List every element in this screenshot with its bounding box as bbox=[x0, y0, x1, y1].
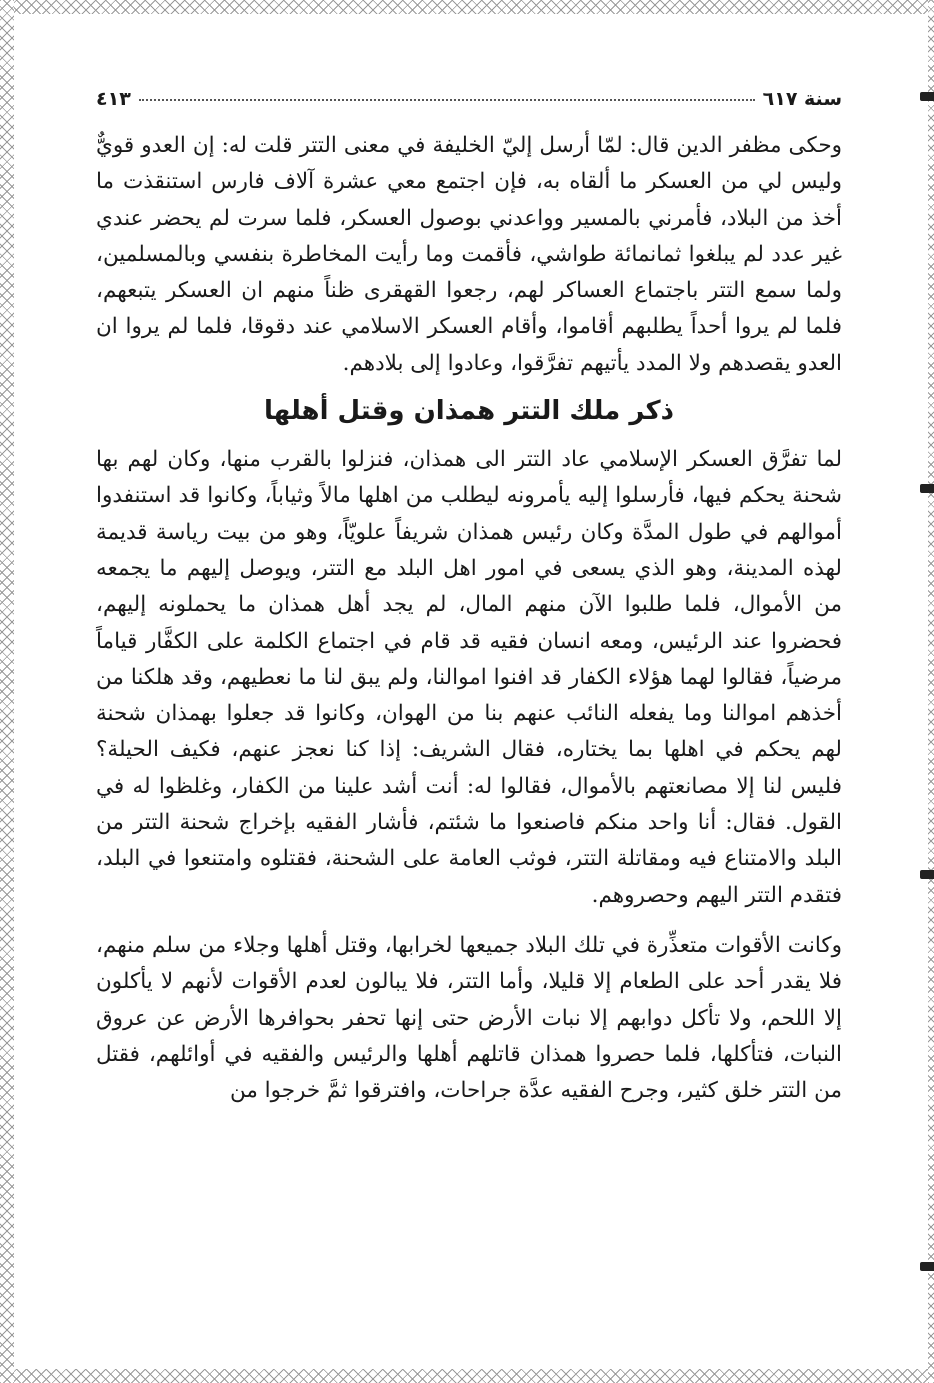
decorative-border-top bbox=[0, 0, 934, 14]
running-head bbox=[96, 88, 842, 128]
edge-marker bbox=[920, 870, 934, 879]
section-heading: ذكر ملك التتر همذان وقتل أهلها bbox=[264, 396, 674, 427]
paragraph: لما تفرَّق العسكر الإسلامي عاد التتر الى همذان، فنزلوا بالقرب منها، وكان لهم بها شحنة يحكم فيها، فأرسلوا إليه يأمرونه ليطلب من اهلها مالاً وثياباً، وكانوا قد استنفدوا أموالهم في طول المدَّة وكان رئيس همذان شريفاً علويّاً، وهو من بيت رياسة قديمة لهذه المدينة، وهو الذي يسعى في امور اهل البلد مع التتر، ويوصل إليهم ما يجمعه من الأموال، فلما طلبوا الآن منهم المال، لم يجد أهل همذان ما يحملونه إليهم، فحضروا عند الرئيس، ومعه انسان فقيه قد قام في اجتماع الكلمة على الكفَّار قياماً مرضياً، فقالوا لهما هؤلاء الكفار قد افنوا اموالنا، ولم يبق لنا ما نعطيهم، وقد هلكنا من أخذهم اموالنا وما يفعله النائب عنهم بنا من الهوان، وكانوا قد جعلوا بهمذان شحنة لهم يحكم في اهلها بما يختاره، فقال الشريف: إذا كنا نعجز عنهم، فكيف الحيلة؟ فليس لنا إلا مصانعتهم بالأموال، فقالوا له: أنت أشد علينا من الكفار، وغلظوا له في القول. فقال: أنا واحد منكم فاصنعوا ما شئتم، فأشار الفقيه بإخراج شحنة التتر من البلد والامتناع فيه ومقاتلة التتر، فوثب العامة على الشحنة، فقتلوه وامتنعوا في البلد، فتقدم التتر اليهم وحصروهم. bbox=[96, 447, 842, 908]
decorative-border-right bbox=[928, 0, 934, 1383]
paragraph: وحكى مظفر الدين قال: لمّا أرسل إليّ الخليفة في معنى التتر قلت له: إن العدو قويٌّ وليس لي من العسكر ما ألقاه به، فإن اجتمع معي عشرة آلاف فارس استنقذت ما أخذ من البلاد، فأمرني بالمسير وواعدني بوصول العسكر، فلما سرت لم يحضر عندي غير عدد لم يبلغوا ثمانمائة طواشي، فأقمت وما رأيت المخاطرة بنفسي وبالمسلمين، ولما سمع التتر باجتماع العساكر لهم، رجعوا القهقرى ظناً منهم ان العسكر يتبعهم، فلما لم يروا أحداً يطلبهم أقاموا، وأقام العسكر الاسلامي عند دقوقا، فلما لم يروا ان العدو يقصدهم ولا المدد يأتيهم تفرَّقوا، وعادوا إلى بلادهم. bbox=[96, 133, 842, 376]
paragraph: وكانت الأقوات متعذِّرة في تلك البلاد جميعها لخرابها، وقتل أهلها وجلاء من سلم منهم، فلا يقدر أحد على الطعام إلا قليلا، وأما التتر، فلا يبالون لعدم الأقوات لأنهم لا يأكلون إلا اللحم، ولا تأكل دوابهم إلا نبات الأرض حتى إنها تحفر بحوافرها الأرض عن عروق النبات، فتأكلها، فلما حصروا همذان قاتلهم أهلها والرئيس والفقيه في أوائلهم، فقتل من التتر خلق كثير، وجرح الفقيه عدَّة جراحات، وافترقوا ثمَّ خرجوا من bbox=[96, 932, 842, 1104]
running-head-leader-dots bbox=[139, 99, 755, 101]
page-number: ٤١٣ bbox=[96, 88, 131, 110]
edge-marker bbox=[920, 484, 934, 493]
edge-marker bbox=[920, 92, 934, 101]
running-head-year: سنة ٦١٧ bbox=[762, 88, 842, 110]
decorative-border-left bbox=[0, 0, 14, 1383]
edge-marker bbox=[920, 1262, 934, 1271]
decorative-border-bottom bbox=[0, 1369, 934, 1383]
book-page bbox=[96, 88, 842, 1109]
